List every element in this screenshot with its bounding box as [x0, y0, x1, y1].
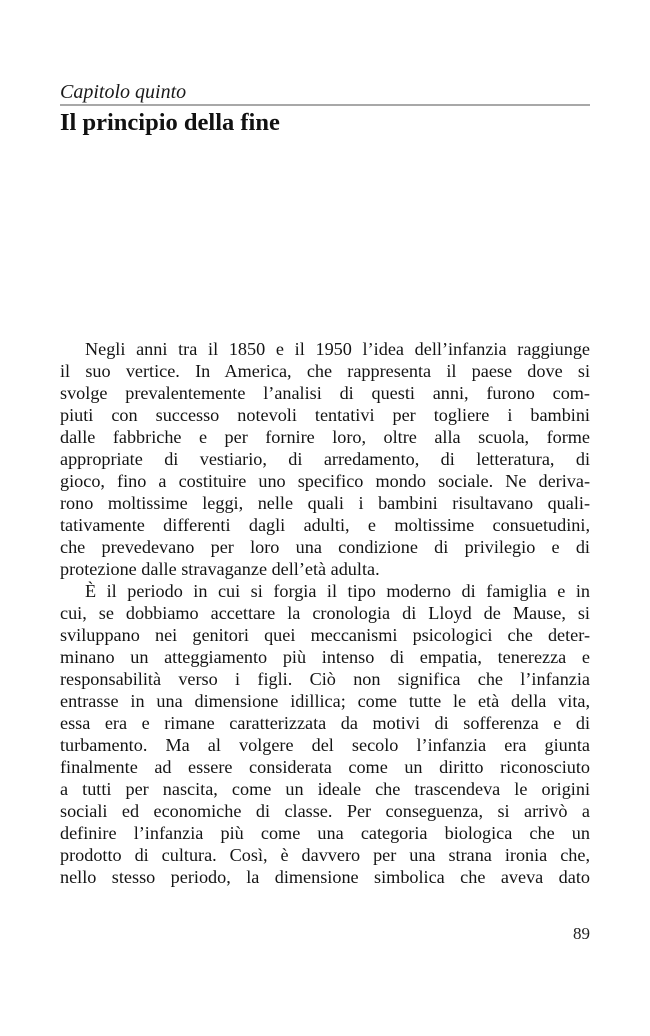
- chapter-label: Capitolo quinto: [60, 81, 187, 103]
- text-line: minano un atteggiamento più intenso di empatia, tenerezza e: [60, 647, 590, 667]
- text-line: sociali ed economiche di classe. Per conseguenza, si arrivò a: [60, 801, 590, 821]
- text-line: svolge prevalentemente l’analisi di questi anni, furono com-: [60, 383, 590, 403]
- text-line: che prevedevano per loro una condizione di privilegio e di: [60, 537, 590, 557]
- text-line: prodotto di cultura. Così, è davvero per una strana ironia che,: [60, 845, 590, 865]
- text-line: sviluppano nei genitori quei meccanismi psicologici che deter-: [60, 625, 590, 645]
- text-line: tativamente differenti dagli adulti, e moltissime consuetudini,: [60, 515, 590, 535]
- paragraph-2: [60, 580, 590, 888]
- text-line: È il periodo in cui si forgia il tipo moderno di famiglia e in: [85, 581, 590, 601]
- chapter-divider: [60, 104, 590, 106]
- text-line: dalle fabbriche e per fornire loro, oltre alla scuola, forme: [60, 427, 590, 447]
- body-text: [60, 338, 590, 888]
- text-line: Negli anni tra il 1850 e il 1950 l’idea dell’infanzia raggiunge: [85, 339, 590, 359]
- text-line: essa era e rimane caratterizzata da motivi di sofferenza e di: [60, 713, 590, 733]
- text-line: protezione dalle stravaganze dell’età adulta.: [60, 559, 380, 579]
- text-line: il suo vertice. In America, che rappresenta il paese dove si: [60, 361, 590, 381]
- chapter-title: Il principio della fine: [60, 109, 280, 136]
- paragraph-1: [60, 338, 590, 580]
- text-line: rono moltissime leggi, nelle quali i bambini risultavano quali-: [60, 493, 590, 513]
- text-line: gioco, fino a costituire uno specifico mondo sociale. Ne deriva-: [60, 471, 590, 491]
- text-line: finalmente ad essere considerata come un diritto riconosciuto: [60, 757, 590, 777]
- text-line: definire l’infanzia più come una categoria biologica che un: [60, 823, 590, 843]
- text-line: piuti con successo notevoli tentativi per togliere i bambini: [60, 405, 590, 425]
- text-line: responsabilità verso i figli. Ciò non significa che l’infanzia: [60, 669, 590, 689]
- text-line: nello stesso periodo, la dimensione simbolica che aveva dato: [60, 867, 590, 887]
- text-line: appropriate di vestiario, di arredamento, di letteratura, di: [60, 449, 590, 469]
- text-line: a tutti per nascita, come un ideale che trascendeva le origini: [60, 779, 590, 799]
- book-page: [60, 0, 590, 1036]
- page-number: 89: [573, 924, 590, 943]
- text-line: turbamento. Ma al volgere del secolo l’infanzia era giunta: [60, 735, 590, 755]
- text-line: cui, se dobbiamo accettare la cronologia di Lloyd de Mause, si: [60, 603, 590, 623]
- text-line: entrasse in una dimensione idillica; come tutte le età della vita,: [60, 691, 590, 711]
